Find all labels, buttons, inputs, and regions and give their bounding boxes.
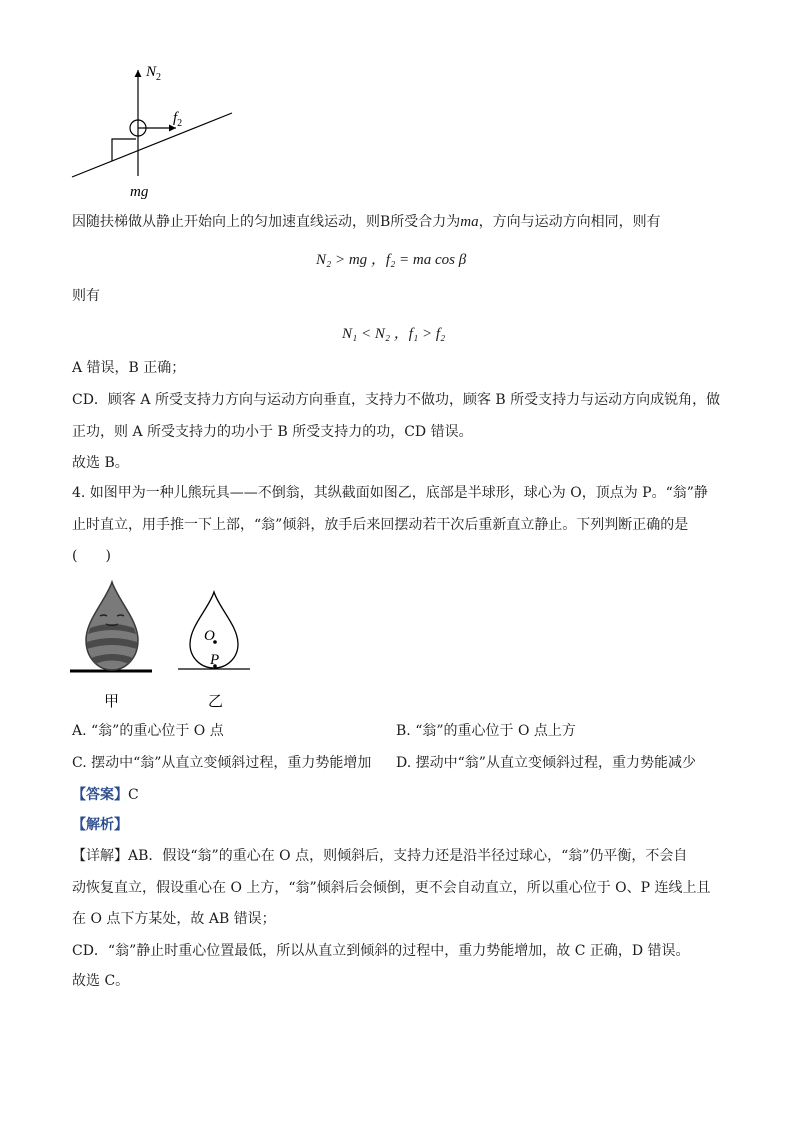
option-b: B. “翁”的重心位于 O 点上方	[396, 723, 576, 739]
detail-line-5: 故选 C。	[72, 973, 130, 989]
detail-line-3: 在 O 点下方某处，故 AB 错误；	[72, 911, 276, 927]
analysis-tag: 【解析】	[72, 817, 128, 833]
step-outline	[112, 139, 136, 161]
detail-tag: 【详解】	[72, 848, 128, 864]
text-line-4: CD．顾客 A 所受支持力方向与运动方向垂直，支持力不做功，顾客 B 所受支持力与运动方向成锐角，做	[72, 392, 721, 408]
detail-line-4: CD．“翁”静止时重心位置最低，所以从直立到倾斜的过程中，重力势能增加，故 C 正确，D 错误。	[72, 943, 690, 959]
force-diagram	[66, 58, 246, 203]
answer-tag: 【答案】	[72, 787, 128, 803]
question-4-line-2: 止时直立，用手推一下上部，“翁”倾斜，放手后来回摆动若干次后重新直立静止。下列判断正确的是	[72, 517, 689, 533]
answer-value: C	[128, 787, 139, 803]
question-4-line-3: ( )	[72, 548, 111, 564]
equation-2: N₁ < N₂ ，f₁ > f₂	[342, 326, 446, 342]
equation-1: N₂ > mg ，f₂ = ma cos β	[316, 252, 467, 268]
text-line-1: 因随扶梯做从静止开始向上的匀加速直线运动，则B所受合力为ma，方向与运动方向相同，则有	[72, 214, 661, 230]
mg-label: mg	[130, 184, 149, 200]
f2-label: $f_2$	[173, 110, 183, 129]
text-line-2: 则有	[72, 288, 100, 304]
O-label: O	[204, 628, 215, 644]
P-label: P	[210, 652, 220, 668]
text-line-3: A 错误，B 正确；	[72, 360, 186, 376]
question-4-line-1: 4. 如图甲为一种儿熊玩具——不倒翁，其纵截面如图乙，底部是半球形，球心为 O，顶点为 P。“翁”静	[72, 485, 708, 501]
caption-jia: 甲	[104, 694, 120, 710]
tumbler-cross-section	[178, 592, 250, 669]
text-line-6: 故选 B。	[72, 455, 129, 471]
option-a: A. “翁”的重心位于 O 点	[72, 723, 224, 739]
answer-line	[72, 785, 139, 805]
tumbler-figure	[66, 578, 266, 718]
detail-line-2: 动恢复直立，假设重心在 O 上方，“翁”倾斜后会倾倒，更不会自动直立，所以重心位于 O、P 连线上且	[72, 880, 711, 896]
incline-line	[72, 113, 232, 177]
option-c: C. 摆动中“翁”从直立变倾斜过程，重力势能增加	[72, 755, 372, 771]
detail-line-1: 【详解】AB．假设“翁”的重心在 O 点，则倾斜后，支持力还是沿半径过球心，“翁”仍平衡，不会自	[72, 848, 688, 864]
tumbler-toy-illustration	[70, 582, 152, 671]
N2-label: $N_2$	[146, 64, 162, 83]
caption-yi: 乙	[208, 694, 224, 710]
option-d: D. 摆动中“翁”从直立变倾斜过程，重力势能减少	[396, 755, 696, 771]
text-line-5: 正功，则 A 所受支持力的功小于 B 所受支持力的功，CD 错误。	[72, 424, 473, 440]
